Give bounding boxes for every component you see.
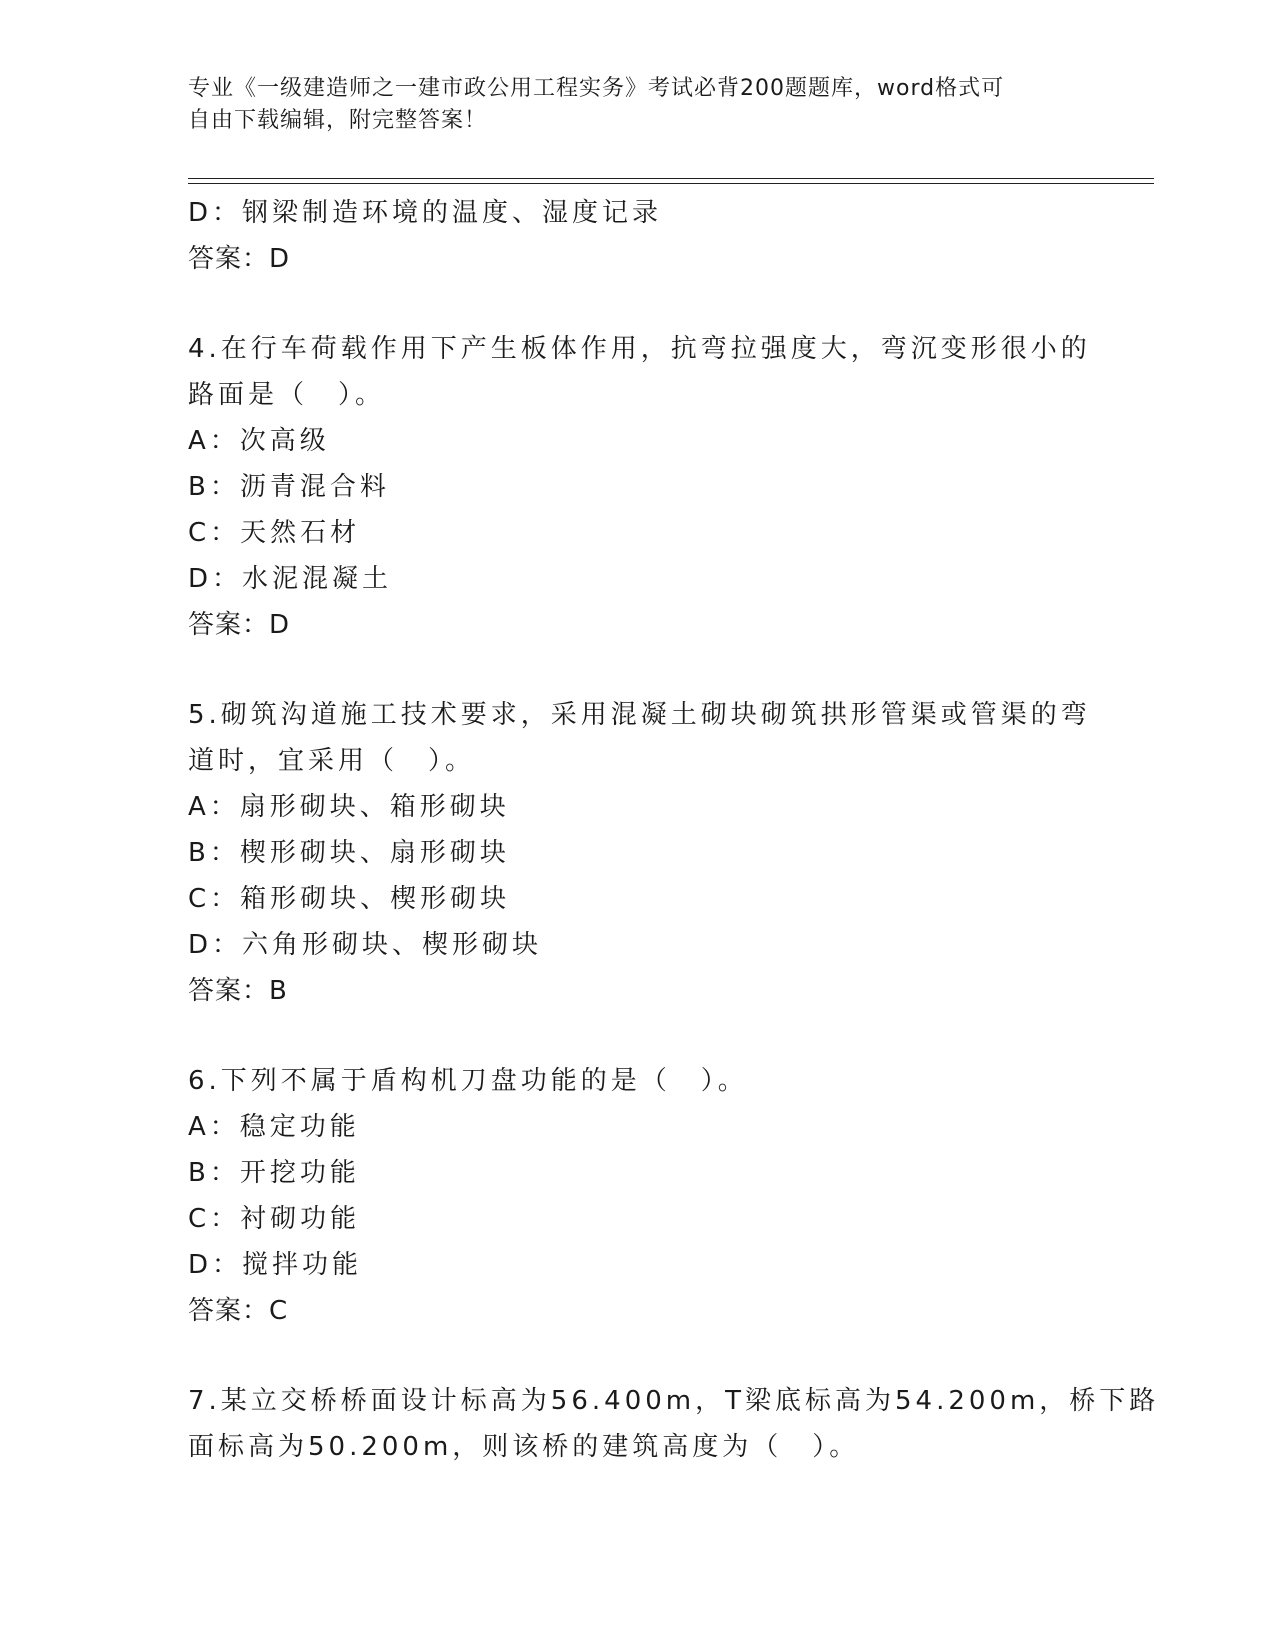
option-b: B：楔形砌块、扇形砌块	[188, 838, 510, 868]
question-block-4	[188, 326, 1091, 648]
option-d: D：钢梁制造环境的温度、湿度记录	[188, 198, 663, 228]
option-d: D：搅拌功能	[188, 1250, 363, 1280]
header-divider-bottom	[188, 183, 1154, 184]
header-line-2: 自由下载编辑，附完整答案！	[188, 108, 488, 133]
document-header	[188, 73, 1068, 137]
option-a: A：稳定功能	[188, 1112, 360, 1142]
question-text: 6.下列不属于盾构机刀盘功能的是（ ）。	[188, 1066, 748, 1096]
question-text: 路面是（ ）。	[188, 380, 386, 410]
question-block-3	[188, 190, 1088, 282]
question-block-6	[188, 1058, 1088, 1334]
option-b: B：开挖功能	[188, 1158, 360, 1188]
answer: 答案：D	[188, 610, 291, 640]
option-d: D：水泥混凝土	[188, 564, 393, 594]
question-text: 7.某立交桥桥面设计标高为56.400m，T梁底标高为54.200m，桥下路	[188, 1386, 1160, 1416]
option-d: D：六角形砌块、楔形砌块	[188, 930, 543, 960]
question-block-7	[188, 1378, 1160, 1470]
question-text: 面标高为50.200m，则该桥的建筑高度为（ ）。	[188, 1432, 860, 1462]
option-a: A：次高级	[188, 426, 330, 456]
option-c: C：箱形砌块、楔形砌块	[188, 884, 511, 914]
option-b: B：沥青混合料	[188, 472, 390, 502]
header-line-1: 专业《一级建造师之一建市政公用工程实务》考试必背200题题库，word格式可	[188, 76, 1005, 101]
question-block-5	[188, 692, 1091, 1014]
question-text: 道时，宜采用（ ）。	[188, 746, 476, 776]
answer: 答案：C	[188, 1296, 289, 1326]
answer: 答案：B	[188, 976, 288, 1006]
option-c: C：天然石材	[188, 518, 361, 548]
option-a: A：扇形砌块、箱形砌块	[188, 792, 510, 822]
answer: 答案：D	[188, 244, 291, 274]
option-c: C：衬砌功能	[188, 1204, 361, 1234]
header-divider-top	[188, 178, 1154, 179]
question-list	[188, 190, 1160, 1470]
question-text: 5.砌筑沟道施工技术要求，采用混凝土砌块砌筑拱形管渠或管渠的弯	[188, 700, 1091, 730]
question-text: 4.在行车荷载作用下产生板体作用，抗弯拉强度大，弯沉变形很小的	[188, 334, 1091, 364]
